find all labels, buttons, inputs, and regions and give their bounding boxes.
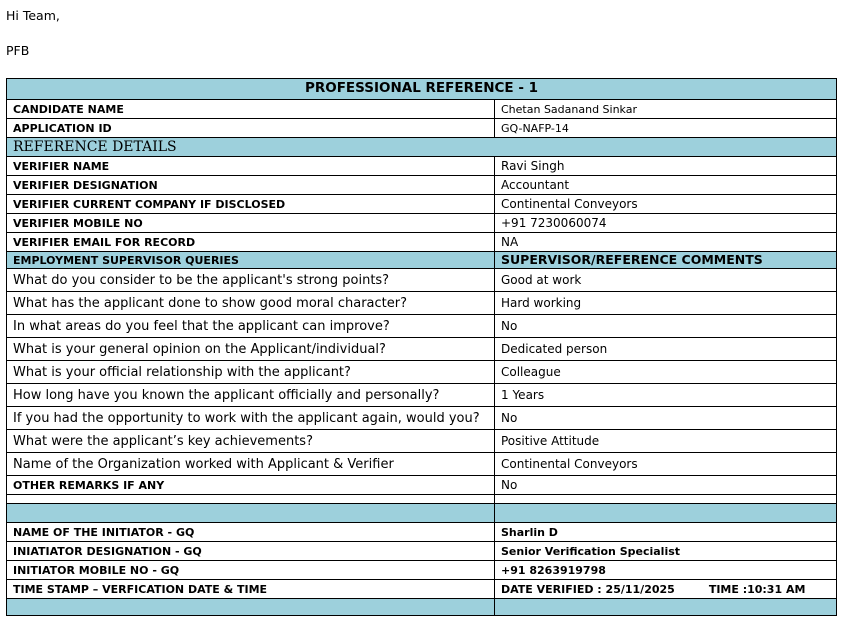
answer-text: Hard working bbox=[495, 292, 837, 315]
application-id-row bbox=[7, 119, 837, 138]
question-row bbox=[7, 430, 837, 453]
candidate-name-label: CANDIDATE NAME bbox=[7, 100, 495, 119]
question-text: What do you consider to be the applicant's strong points? bbox=[7, 269, 495, 292]
timestamp-value bbox=[495, 580, 837, 599]
verifier-designation-value: Accountant bbox=[495, 176, 837, 195]
application-id-label: APPLICATION ID bbox=[7, 119, 495, 138]
verifier-mobile-label: VERIFIER MOBILE NO bbox=[7, 214, 495, 233]
footer-band-cell bbox=[7, 599, 495, 616]
initiator-name-row bbox=[7, 523, 837, 542]
question-text: In what areas do you feel that the applicant can improve? bbox=[7, 315, 495, 338]
question-text: What is your official relationship with the applicant? bbox=[7, 361, 495, 384]
spacer-cell bbox=[7, 495, 495, 504]
other-remarks-value: No bbox=[495, 476, 837, 495]
reference-details-row bbox=[7, 138, 837, 157]
question-row bbox=[7, 453, 837, 476]
verifier-company-row bbox=[7, 195, 837, 214]
other-remarks-row bbox=[7, 476, 837, 495]
question-row bbox=[7, 338, 837, 361]
answer-text: No bbox=[495, 407, 837, 430]
initiator-designation-row bbox=[7, 542, 837, 561]
verifier-designation-label: VERIFIER DESIGNATION bbox=[7, 176, 495, 195]
answer-text: Colleague bbox=[495, 361, 837, 384]
question-row bbox=[7, 407, 837, 430]
question-text: If you had the opportunity to work with the applicant again, would you? bbox=[7, 407, 495, 430]
answer-text: No bbox=[495, 315, 837, 338]
answer-text: Positive Attitude bbox=[495, 430, 837, 453]
pfb-text: PFB bbox=[6, 43, 30, 58]
initiator-name-value: Sharlin D bbox=[495, 523, 837, 542]
verifier-designation-row bbox=[7, 176, 837, 195]
queries-header-left: EMPLOYMENT SUPERVISOR QUERIES bbox=[7, 252, 495, 269]
initiator-mobile-label: INITIATOR MOBILE NO - GQ bbox=[7, 561, 495, 580]
professional-reference-table bbox=[6, 78, 837, 616]
verifier-email-label: VERIFIER EMAIL FOR RECORD bbox=[7, 233, 495, 252]
initiator-name-label: NAME OF THE INITIATOR - GQ bbox=[7, 523, 495, 542]
question-text: What has the applicant done to show good moral character? bbox=[7, 292, 495, 315]
question-row bbox=[7, 384, 837, 407]
date-verified: DATE VERIFIED : 25/11/2025 bbox=[501, 582, 675, 596]
verifier-company-label: VERIFIER CURRENT COMPANY IF DISCLOSED bbox=[7, 195, 495, 214]
table-title: PROFESSIONAL REFERENCE - 1 bbox=[7, 79, 837, 100]
queries-header-row bbox=[7, 252, 837, 269]
other-remarks-label: OTHER REMARKS IF ANY bbox=[7, 476, 495, 495]
verifier-company-value: Continental Conveyors bbox=[495, 195, 837, 214]
question-row bbox=[7, 269, 837, 292]
question-text: How long have you known the applicant officially and personally? bbox=[7, 384, 495, 407]
verifier-mobile-row bbox=[7, 214, 837, 233]
spacer-row bbox=[7, 495, 837, 504]
timestamp-label: TIME STAMP – VERFICATION DATE & TIME bbox=[7, 580, 495, 599]
answer-text: 1 Years bbox=[495, 384, 837, 407]
initiator-designation-label: INIATIATOR DESIGNATION - GQ bbox=[7, 542, 495, 561]
answer-text: Good at work bbox=[495, 269, 837, 292]
reference-details-heading: REFERENCE DETAILS bbox=[7, 138, 837, 157]
divider-band-row bbox=[7, 504, 837, 523]
question-text: What were the applicant’s key achievements? bbox=[7, 430, 495, 453]
question-row bbox=[7, 292, 837, 315]
question-text: What is your general opinion on the Applicant/individual? bbox=[7, 338, 495, 361]
queries-header-right: SUPERVISOR/REFERENCE COMMENTS bbox=[495, 252, 837, 269]
initiator-mobile-value: +91 8263919798 bbox=[495, 561, 837, 580]
verifier-name-row bbox=[7, 157, 837, 176]
verifier-name-label: VERIFIER NAME bbox=[7, 157, 495, 176]
candidate-name-value: Chetan Sadanand Sinkar bbox=[495, 100, 837, 119]
verifier-email-value: NA bbox=[495, 233, 837, 252]
answer-text: Dedicated person bbox=[495, 338, 837, 361]
greeting-text: Hi Team, bbox=[6, 8, 60, 23]
answer-text: Continental Conveyors bbox=[495, 453, 837, 476]
timestamp-row bbox=[7, 580, 837, 599]
footer-band-row bbox=[7, 599, 837, 616]
question-row bbox=[7, 315, 837, 338]
verifier-email-row bbox=[7, 233, 837, 252]
application-id-value: GQ-NAFP-14 bbox=[495, 119, 837, 138]
time-verified: TIME :10:31 AM bbox=[708, 582, 806, 596]
initiator-designation-value: Senior Verification Specialist bbox=[495, 542, 837, 561]
verifier-name-value: Ravi Singh bbox=[495, 157, 837, 176]
question-text: Name of the Organization worked with Applicant & Verifier bbox=[7, 453, 495, 476]
candidate-name-row bbox=[7, 100, 837, 119]
divider-band-cell bbox=[7, 504, 495, 523]
divider-band-cell bbox=[495, 504, 837, 523]
title-row bbox=[7, 79, 837, 100]
question-row bbox=[7, 361, 837, 384]
spacer-cell bbox=[495, 495, 837, 504]
verifier-mobile-value: +91 7230060074 bbox=[495, 214, 837, 233]
initiator-mobile-row bbox=[7, 561, 837, 580]
footer-band-cell bbox=[495, 599, 837, 616]
